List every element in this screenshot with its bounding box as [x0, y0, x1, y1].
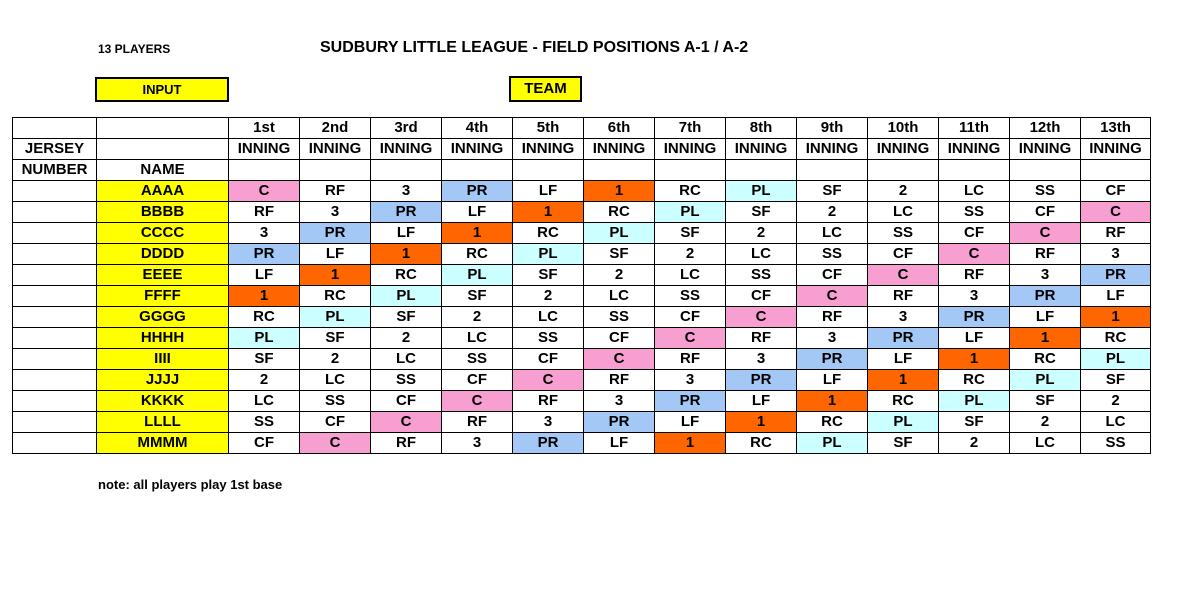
position-cell: LC — [1081, 412, 1151, 433]
position-cell: PL — [584, 223, 655, 244]
inning-ordinal: 8th — [726, 118, 797, 139]
position-cell: 2 — [300, 349, 371, 370]
player-row — [13, 391, 1151, 412]
position-cell: PR — [868, 328, 939, 349]
position-cell: 3 — [655, 370, 726, 391]
position-cell: RC — [797, 412, 868, 433]
inning-label: INNING — [726, 139, 797, 160]
position-cell: SS — [371, 370, 442, 391]
position-cell: 2 — [655, 244, 726, 265]
position-cell: SF — [797, 181, 868, 202]
position-cell: 3 — [300, 202, 371, 223]
inning-ordinal: 6th — [584, 118, 655, 139]
position-cell: C — [939, 244, 1010, 265]
position-cell: PR — [655, 391, 726, 412]
position-cell: LF — [371, 223, 442, 244]
player-name-cell[interactable]: DDDD — [97, 244, 229, 265]
position-cell: PL — [229, 328, 300, 349]
position-cell: RC — [655, 181, 726, 202]
position-cell: SS — [726, 265, 797, 286]
position-cell: CF — [797, 265, 868, 286]
player-name-cell[interactable]: FFFF — [97, 286, 229, 307]
position-cell: PR — [513, 433, 584, 454]
position-cell: 1 — [513, 202, 584, 223]
position-cell: C — [371, 412, 442, 433]
position-cell: 3 — [1081, 244, 1151, 265]
jersey-number-cell[interactable] — [13, 370, 97, 391]
inning-label: INNING — [442, 139, 513, 160]
position-cell: CF — [655, 307, 726, 328]
player-name-cell[interactable]: HHHH — [97, 328, 229, 349]
position-cell: RF — [229, 202, 300, 223]
position-cell: SS — [1081, 433, 1151, 454]
inning-ordinal: 9th — [797, 118, 868, 139]
position-cell: LC — [655, 265, 726, 286]
position-cell: LF — [442, 202, 513, 223]
page-title: SUDBURY LITTLE LEAGUE - FIELD POSITIONS A-1 / A-2 — [320, 39, 749, 56]
position-cell: 1 — [868, 370, 939, 391]
position-cell: 2 — [868, 181, 939, 202]
jersey-number-cell[interactable] — [13, 328, 97, 349]
position-cell: LC — [1010, 433, 1081, 454]
position-cell: RC — [513, 223, 584, 244]
position-cell: SF — [442, 286, 513, 307]
header-blank-cell — [797, 160, 868, 181]
position-cell: C — [584, 349, 655, 370]
position-cell: LC — [584, 286, 655, 307]
position-cell: RF — [442, 412, 513, 433]
player-row — [13, 370, 1151, 391]
position-cell: PL — [868, 412, 939, 433]
position-cell: 2 — [442, 307, 513, 328]
position-cell: PR — [442, 181, 513, 202]
position-cell: SS — [229, 412, 300, 433]
position-cell: LC — [513, 307, 584, 328]
position-cell: 3 — [726, 349, 797, 370]
position-cell: 2 — [797, 202, 868, 223]
position-cell: C — [229, 181, 300, 202]
inning-label: INNING — [584, 139, 655, 160]
player-row — [13, 244, 1151, 265]
position-cell: 1 — [584, 181, 655, 202]
position-cell: LF — [300, 244, 371, 265]
position-cell: C — [1010, 223, 1081, 244]
player-row — [13, 349, 1151, 370]
position-cell: 1 — [655, 433, 726, 454]
header-row-ordinals — [13, 118, 1151, 139]
position-cell: SF — [229, 349, 300, 370]
player-name-cell[interactable]: CCCC — [97, 223, 229, 244]
position-cell: C — [1081, 202, 1151, 223]
position-cell: PR — [939, 307, 1010, 328]
inning-label: INNING — [797, 139, 868, 160]
position-cell: CF — [584, 328, 655, 349]
inning-label: INNING — [655, 139, 726, 160]
position-cell: RF — [584, 370, 655, 391]
position-cell: 3 — [371, 181, 442, 202]
position-cell: LF — [726, 391, 797, 412]
position-cell: PR — [371, 202, 442, 223]
player-name-cell[interactable]: BBBB — [97, 202, 229, 223]
players-count-label: 13 PLAYERS — [98, 42, 171, 56]
player-name-cell[interactable]: EEEE — [97, 265, 229, 286]
header-blank-cell — [13, 118, 97, 139]
jersey-number-cell[interactable] — [13, 286, 97, 307]
position-cell: RF — [371, 433, 442, 454]
position-cell: SS — [442, 349, 513, 370]
header-blank-cell — [726, 160, 797, 181]
position-cell: PR — [584, 412, 655, 433]
position-cell: LF — [1010, 307, 1081, 328]
position-cell: LC — [229, 391, 300, 412]
position-cell: RC — [939, 370, 1010, 391]
position-cell: 1 — [300, 265, 371, 286]
jersey-number-cell[interactable] — [13, 412, 97, 433]
position-cell: 3 — [797, 328, 868, 349]
header-blank-cell — [97, 139, 229, 160]
inning-label: INNING — [939, 139, 1010, 160]
jersey-number-cell[interactable] — [13, 223, 97, 244]
position-cell: SF — [584, 244, 655, 265]
position-cell: C — [655, 328, 726, 349]
position-cell: CF — [300, 412, 371, 433]
position-cell: CF — [513, 349, 584, 370]
position-cell: C — [868, 265, 939, 286]
position-cell: LF — [229, 265, 300, 286]
position-cell: 2 — [513, 286, 584, 307]
position-cell: RC — [371, 265, 442, 286]
position-cell: RF — [300, 181, 371, 202]
inning-ordinal: 11th — [939, 118, 1010, 139]
position-cell: CF — [371, 391, 442, 412]
position-cell: SS — [939, 202, 1010, 223]
position-cell: RC — [1081, 328, 1151, 349]
player-name-cell[interactable]: LLLL — [97, 412, 229, 433]
position-cell: 2 — [1010, 412, 1081, 433]
position-cell: 1 — [371, 244, 442, 265]
position-cell: LF — [797, 370, 868, 391]
position-cell: 1 — [442, 223, 513, 244]
position-cell: 1 — [1010, 328, 1081, 349]
position-cell: PR — [797, 349, 868, 370]
position-cell: LC — [868, 202, 939, 223]
position-cell: RC — [442, 244, 513, 265]
position-cell: RF — [655, 349, 726, 370]
position-cell: 1 — [1081, 307, 1151, 328]
position-cell: CF — [1081, 181, 1151, 202]
inning-ordinal: 10th — [868, 118, 939, 139]
position-cell: 3 — [584, 391, 655, 412]
position-cell: PL — [726, 181, 797, 202]
header-blank-cell — [229, 160, 300, 181]
position-cell: LF — [939, 328, 1010, 349]
jersey-number-cell[interactable] — [13, 244, 97, 265]
position-cell: RC — [1010, 349, 1081, 370]
position-cell: 3 — [939, 286, 1010, 307]
inning-label: INNING — [371, 139, 442, 160]
player-row — [13, 223, 1151, 244]
header-blank-cell — [513, 160, 584, 181]
jersey-number-cell[interactable] — [13, 265, 97, 286]
player-row — [13, 286, 1151, 307]
footer-note: note: all players play 1st base — [98, 477, 283, 492]
position-cell: PR — [1010, 286, 1081, 307]
jersey-number-cell[interactable] — [13, 307, 97, 328]
player-row — [13, 412, 1151, 433]
position-cell: RF — [868, 286, 939, 307]
jersey-number-cell[interactable] — [13, 202, 97, 223]
position-cell: LC — [300, 370, 371, 391]
header-blank-cell — [1081, 160, 1151, 181]
position-cell: 1 — [726, 412, 797, 433]
inning-label: INNING — [513, 139, 584, 160]
position-cell: 1 — [229, 286, 300, 307]
inning-ordinal: 7th — [655, 118, 726, 139]
position-cell: LC — [442, 328, 513, 349]
inning-ordinal: 3rd — [371, 118, 442, 139]
header-blank-cell — [584, 160, 655, 181]
inning-label: INNING — [868, 139, 939, 160]
inning-label: INNING — [300, 139, 371, 160]
position-cell: 2 — [371, 328, 442, 349]
position-cell: RC — [229, 307, 300, 328]
position-cell: LF — [655, 412, 726, 433]
player-name-cell[interactable]: IIII — [97, 349, 229, 370]
position-cell: 2 — [939, 433, 1010, 454]
position-cell: RC — [726, 433, 797, 454]
player-row — [13, 433, 1151, 454]
position-cell: PR — [1081, 265, 1151, 286]
header-blank-cell — [300, 160, 371, 181]
position-cell: SS — [797, 244, 868, 265]
position-cell: SF — [513, 265, 584, 286]
position-cell: SF — [655, 223, 726, 244]
position-cell: 2 — [726, 223, 797, 244]
position-cell: C — [300, 433, 371, 454]
position-cell: SS — [655, 286, 726, 307]
position-cell: LF — [1081, 286, 1151, 307]
player-name-cell[interactable]: MMMM — [97, 433, 229, 454]
position-cell: RF — [1081, 223, 1151, 244]
field-positions-table — [12, 117, 1151, 454]
position-cell: PL — [300, 307, 371, 328]
player-row — [13, 307, 1151, 328]
position-cell: C — [797, 286, 868, 307]
position-cell: C — [726, 307, 797, 328]
header-row-inning — [13, 139, 1151, 160]
position-cell: 3 — [1010, 265, 1081, 286]
player-name-cell[interactable]: JJJJ — [97, 370, 229, 391]
position-cell: RF — [726, 328, 797, 349]
position-cell: LF — [584, 433, 655, 454]
jersey-number-cell[interactable] — [13, 391, 97, 412]
team-button[interactable]: TEAM — [509, 76, 582, 102]
position-cell: PL — [442, 265, 513, 286]
inning-ordinal: 5th — [513, 118, 584, 139]
position-cell: 1 — [797, 391, 868, 412]
position-cell: CF — [939, 223, 1010, 244]
position-cell: PL — [655, 202, 726, 223]
position-cell: PL — [513, 244, 584, 265]
position-cell: 2 — [229, 370, 300, 391]
position-cell: PR — [229, 244, 300, 265]
position-cell: SS — [584, 307, 655, 328]
position-cell: SF — [726, 202, 797, 223]
inning-label: INNING — [1010, 139, 1081, 160]
position-cell: 1 — [939, 349, 1010, 370]
jersey-number-cell[interactable] — [13, 433, 97, 454]
number-header: NUMBER — [13, 160, 97, 181]
player-row — [13, 202, 1151, 223]
position-cell: CF — [726, 286, 797, 307]
position-cell: SF — [300, 328, 371, 349]
player-name-cell[interactable]: KKKK — [97, 391, 229, 412]
position-cell: SF — [868, 433, 939, 454]
position-cell: RC — [584, 202, 655, 223]
position-cell: PR — [300, 223, 371, 244]
position-cell: RC — [868, 391, 939, 412]
position-cell: PL — [371, 286, 442, 307]
position-cell: SS — [1010, 181, 1081, 202]
jersey-number-cell[interactable] — [13, 181, 97, 202]
inning-label: INNING — [1081, 139, 1151, 160]
position-cell: SF — [371, 307, 442, 328]
position-cell: RC — [300, 286, 371, 307]
position-cell: PL — [1010, 370, 1081, 391]
input-button[interactable]: INPUT — [95, 77, 229, 102]
position-cell: 2 — [584, 265, 655, 286]
header-blank-cell — [97, 118, 229, 139]
jersey-number-cell[interactable] — [13, 349, 97, 370]
position-cell: SF — [939, 412, 1010, 433]
inning-ordinal: 13th — [1081, 118, 1151, 139]
position-cell: PL — [1081, 349, 1151, 370]
position-cell: CF — [442, 370, 513, 391]
position-cell: SS — [300, 391, 371, 412]
header-blank-cell — [1010, 160, 1081, 181]
position-cell: 3 — [868, 307, 939, 328]
player-row — [13, 328, 1151, 349]
header-blank-cell — [371, 160, 442, 181]
position-cell: SS — [868, 223, 939, 244]
position-cell: CF — [868, 244, 939, 265]
inning-ordinal: 4th — [442, 118, 513, 139]
position-cell: LC — [371, 349, 442, 370]
header-blank-cell — [868, 160, 939, 181]
position-cell: 3 — [513, 412, 584, 433]
position-cell: LF — [513, 181, 584, 202]
position-cell: 2 — [1081, 391, 1151, 412]
position-cell: LC — [797, 223, 868, 244]
position-cell: CF — [229, 433, 300, 454]
position-cell: PL — [939, 391, 1010, 412]
position-cell: RF — [1010, 244, 1081, 265]
player-name-cell[interactable]: GGGG — [97, 307, 229, 328]
position-cell: SF — [1081, 370, 1151, 391]
position-cell: LC — [726, 244, 797, 265]
player-row — [13, 265, 1151, 286]
position-cell: SF — [1010, 391, 1081, 412]
header-row-name — [13, 160, 1151, 181]
position-cell: SS — [513, 328, 584, 349]
inning-label: INNING — [229, 139, 300, 160]
position-cell: PR — [726, 370, 797, 391]
position-cell: RF — [939, 265, 1010, 286]
position-cell: LC — [939, 181, 1010, 202]
inning-ordinal: 12th — [1010, 118, 1081, 139]
name-header: NAME — [97, 160, 229, 181]
inning-ordinal: 1st — [229, 118, 300, 139]
jersey-header: JERSEY — [13, 139, 97, 160]
position-cell: PL — [797, 433, 868, 454]
position-cell: RF — [797, 307, 868, 328]
position-cell: 3 — [442, 433, 513, 454]
position-cell: RF — [513, 391, 584, 412]
position-cell: C — [442, 391, 513, 412]
header-blank-cell — [442, 160, 513, 181]
player-row — [13, 181, 1151, 202]
header-blank-cell — [939, 160, 1010, 181]
position-cell: C — [513, 370, 584, 391]
position-cell: LF — [868, 349, 939, 370]
position-cell: 3 — [229, 223, 300, 244]
inning-ordinal: 2nd — [300, 118, 371, 139]
header-blank-cell — [655, 160, 726, 181]
player-name-cell[interactable]: AAAA — [97, 181, 229, 202]
position-cell: CF — [1010, 202, 1081, 223]
